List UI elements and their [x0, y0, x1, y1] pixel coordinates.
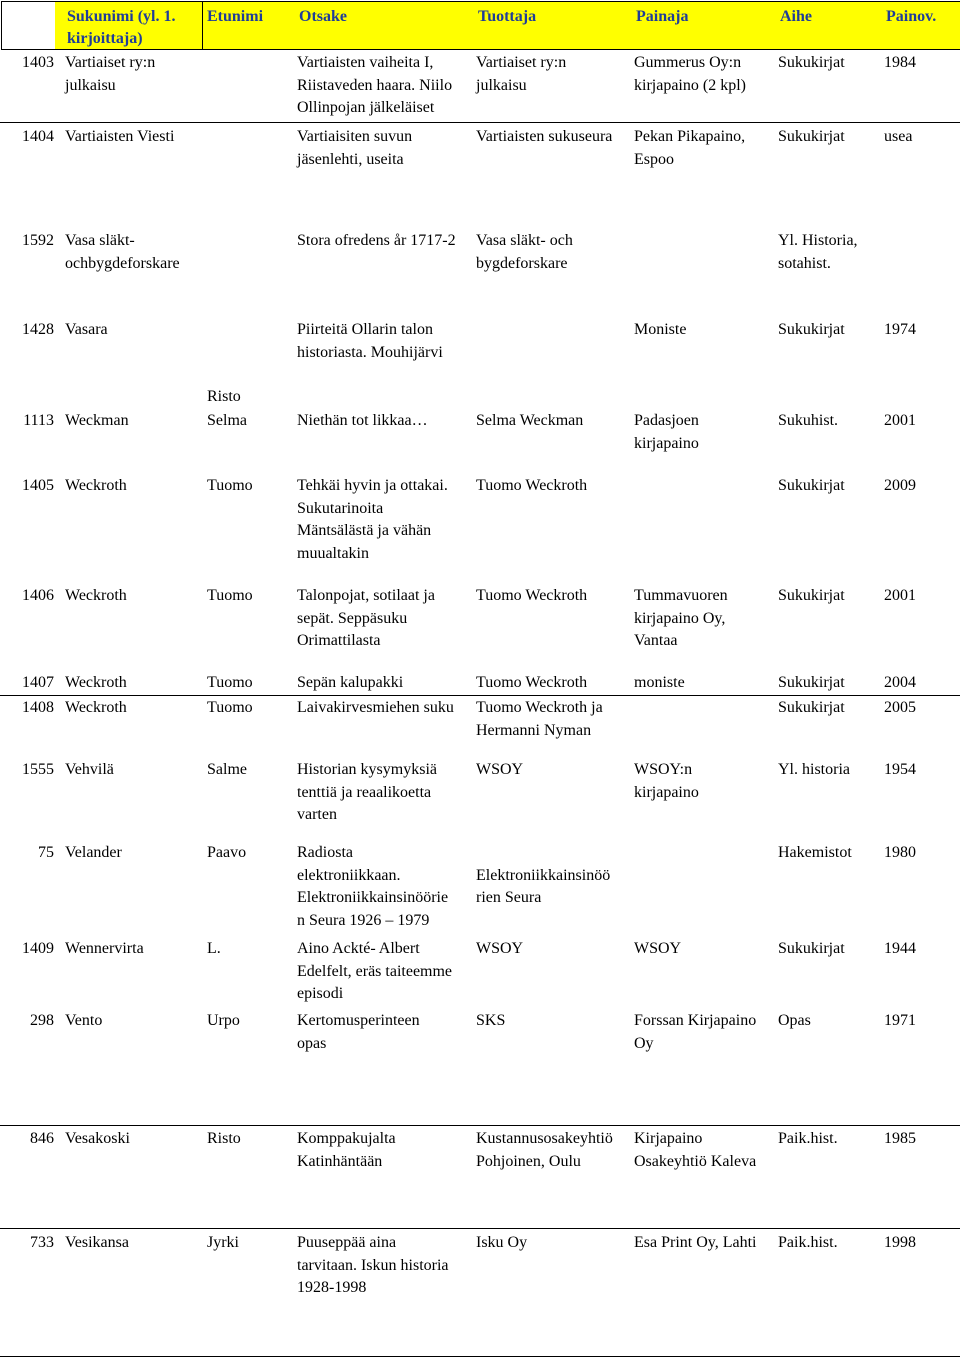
printer-cell — [634, 126, 745, 171]
printer-cell: WSOY — [634, 940, 682, 957]
subject-cell: Opas — [778, 1012, 811, 1029]
producer-line: Pohjoinen, Oulu — [476, 1152, 581, 1170]
producer-line: Elektroniikkainsinöö — [476, 866, 611, 884]
producer-line: rien Seura — [476, 889, 542, 907]
surname-cell: Vesikansa — [65, 1234, 129, 1251]
title-line: Vartiaisten vaiheita I, — [297, 54, 434, 71]
surname-cell: Weckroth — [65, 477, 127, 494]
header-surname-line2: kirjoittaja) — [67, 30, 143, 47]
title-cell — [297, 126, 412, 171]
printer-line: Espoo — [634, 150, 674, 168]
title-cell — [297, 938, 452, 1006]
year-cell: 2001 — [884, 587, 916, 604]
firstname-cell: Urpo — [207, 1012, 240, 1029]
producer-line: Hermanni Nyman — [476, 721, 592, 739]
header-subject-label: Aihe — [780, 8, 812, 25]
header-year-label: Painov. — [886, 8, 937, 25]
firstname-cell: L. — [207, 940, 221, 957]
row-id: 1403 — [22, 54, 54, 71]
surname-cell: Vehvilä — [65, 761, 114, 778]
header-firstname-label: Etunimi — [207, 8, 264, 25]
row-divider — [0, 695, 960, 696]
surname-cell — [65, 52, 155, 97]
firstname-cell: Paavo — [207, 844, 247, 861]
row-id: 846 — [30, 1130, 54, 1147]
producer-cell: SKS — [476, 1012, 506, 1029]
surname-cell — [65, 230, 180, 275]
year-cell: 1984 — [884, 54, 916, 71]
year-cell: 1998 — [884, 1234, 916, 1251]
title-cell: Sepän kalupakki — [297, 674, 404, 691]
title-cell — [297, 585, 435, 653]
row-id: 1428 — [22, 321, 54, 338]
producer-cell: WSOY — [476, 940, 524, 957]
firstname-cell: Tuomo — [207, 477, 253, 494]
subject-cell: Paik.hist. — [778, 1234, 838, 1251]
subject-cell: Yl. historia — [778, 761, 850, 778]
surname-line: Vartiaiset ry:n — [65, 54, 156, 71]
surname-cell: Vento — [65, 1012, 103, 1029]
subject-cell: Paik.hist. — [778, 1130, 838, 1147]
title-cell — [297, 1010, 420, 1055]
producer-cell: Tuomo Weckroth — [476, 477, 588, 494]
surname-cell: Velander — [65, 844, 122, 861]
header-title — [299, 2, 347, 49]
year-cell: 2001 — [884, 412, 916, 429]
surname-line: Vasa släkt- — [65, 232, 135, 249]
title-line: episodi — [297, 985, 344, 1003]
firstname-cell: Tuomo — [207, 699, 253, 716]
producer-line: julkaisu — [476, 76, 527, 94]
title-line: Kertomusperinteen — [297, 1012, 420, 1029]
title-line: Radiosta — [297, 844, 353, 861]
subject-cell: Hakemistot — [778, 844, 852, 861]
title-line: Vartiaisiten suvun — [297, 128, 413, 145]
row-divider — [0, 122, 960, 123]
year-cell: 1985 — [884, 1130, 916, 1147]
subject-cell: Sukukirjat — [778, 674, 845, 691]
printer-cell — [634, 1128, 756, 1173]
firstname-cell: Risto — [207, 1130, 241, 1147]
printer-cell — [634, 585, 728, 653]
row-id: 1409 — [22, 940, 54, 957]
title-cell: Laivakirvesmiehen suku — [297, 699, 454, 716]
row-divider — [0, 1228, 960, 1229]
subject-cell: Sukukirjat — [778, 477, 845, 494]
producer-cell — [476, 697, 603, 742]
title-line: Tehkäi hyvin ja ottakai. — [297, 477, 448, 494]
surname-cell: Weckroth — [65, 587, 127, 604]
header-surname-line1: Sukunimi (yl. 1. — [67, 8, 176, 25]
title-line: Ollinpojan jälkeläiset — [297, 99, 435, 117]
row-id: 298 — [30, 1012, 54, 1029]
header-printer — [636, 2, 688, 49]
producer-cell — [476, 1128, 613, 1173]
row-id: 75 — [38, 844, 54, 861]
producer-line: Vasa släkt- och — [476, 232, 573, 249]
year-cell: 1954 — [884, 761, 916, 778]
header-year — [886, 2, 936, 49]
title-cell — [297, 1128, 396, 1173]
row-id: 1406 — [22, 587, 54, 604]
year-cell: 1980 — [884, 844, 916, 861]
row-id: 1407 — [22, 674, 54, 691]
subject-line: sotahist. — [778, 254, 831, 272]
printer-line: kirjapaino — [634, 783, 699, 801]
title-line: elektroniikkaan. — [297, 866, 401, 884]
header-producer-label: Tuottaja — [478, 8, 537, 25]
subject-cell: Sukuhist. — [778, 412, 839, 429]
header-surname — [55, 2, 202, 49]
printer-cell — [634, 52, 746, 97]
printer-line: Padasjoen — [634, 412, 699, 429]
firstname-cell: Selma — [207, 412, 247, 429]
surname-line: ochbygdeforskare — [65, 254, 180, 272]
year-cell: 2005 — [884, 699, 916, 716]
year-cell: 1974 — [884, 321, 916, 338]
header-title-label: Otsake — [299, 8, 347, 25]
producer-line: Kustannusosakeyhtiö — [476, 1130, 613, 1147]
printer-line: Kirjapaino — [634, 1130, 703, 1147]
title-cell — [297, 842, 448, 932]
producer-cell: WSOY — [476, 761, 524, 778]
header-subject — [780, 2, 812, 49]
title-cell — [297, 475, 448, 565]
surname-cell: Weckman — [65, 412, 129, 429]
subject-cell: Sukukirjat — [778, 54, 845, 71]
producer-cell: Isku Oy — [476, 1234, 528, 1251]
printer-cell — [634, 410, 699, 455]
producer-cell: Vartiaisten sukuseura — [476, 128, 613, 145]
surname-cell: Vartiaisten Viesti — [65, 128, 175, 145]
printer-line: Oy — [634, 1034, 654, 1052]
surname-line: julkaisu — [65, 76, 116, 94]
producer-cell: Selma Weckman — [476, 412, 584, 429]
title-line: tarvitaan. Iskun historia — [297, 1256, 449, 1274]
title-line: Riistaveden haara. Niilo — [297, 76, 453, 94]
producer-cell — [476, 230, 573, 275]
producer-line: bygdeforskare — [476, 254, 568, 272]
title-line: varten — [297, 806, 337, 824]
header-producer — [478, 2, 536, 49]
title-line: muualtakin — [297, 544, 369, 562]
title-line: Katinhäntään — [297, 1152, 383, 1170]
printer-line: WSOY:n — [634, 761, 693, 778]
row-id: 1113 — [23, 412, 54, 429]
subject-cell — [778, 230, 858, 275]
title-line: Komppakujalta — [297, 1130, 396, 1147]
row-id: 1408 — [22, 699, 54, 716]
producer-cell: Tuomo Weckroth — [476, 587, 588, 604]
printer-cell: Moniste — [634, 321, 687, 338]
title-line: Orimattilasta — [297, 632, 381, 650]
printer-line: Vantaa — [634, 632, 678, 650]
printer-cell — [634, 759, 699, 804]
firstname-cell: Tuomo — [207, 587, 253, 604]
printer-line: kirjapaino Oy, — [634, 609, 726, 627]
year-cell: 1971 — [884, 1012, 916, 1029]
surname-cell: Vasara — [65, 321, 108, 338]
printer-line: Tummavuoren — [634, 587, 728, 604]
printer-line: kirjapaino — [634, 434, 699, 452]
printer-line: Forssan Kirjapaino — [634, 1012, 757, 1029]
title-cell — [297, 319, 443, 364]
firstname-cell: Tuomo — [207, 674, 253, 691]
title-line: historiasta. Mouhijärvi — [297, 343, 443, 361]
producer-line — [476, 842, 610, 865]
subject-cell: Sukukirjat — [778, 940, 845, 957]
surname-cell: Vesakoski — [65, 1130, 130, 1147]
surname-cell: Weckroth — [65, 699, 127, 716]
producer-cell — [476, 52, 566, 97]
title-line: 1928-1998 — [297, 1279, 367, 1297]
surname-cell: Weckroth — [65, 674, 127, 691]
subject-cell: Sukukirjat — [778, 587, 845, 604]
row-id: 1592 — [22, 232, 54, 249]
producer-line: Vartiaiset ry:n — [476, 54, 567, 71]
title-line: jäsenlehti, useita — [297, 150, 404, 168]
producer-cell: Tuomo Weckroth — [476, 674, 588, 691]
row-divider — [0, 1356, 960, 1357]
producer-cell — [476, 842, 610, 910]
title-line: Historian kysymyksiä — [297, 761, 437, 778]
producer-line: Tuomo Weckroth ja — [476, 699, 603, 716]
header-printer-label: Painaja — [636, 8, 689, 25]
row-id: 1405 — [22, 477, 54, 494]
printer-cell — [634, 1010, 756, 1055]
title-line: tenttiä ja reaalikoetta — [297, 783, 432, 801]
title-cell — [297, 1232, 449, 1300]
title-cell: Niethän tot likkaa… — [297, 412, 428, 429]
firstname-cell: Salme — [207, 761, 247, 778]
surname-cell: Wennervirta — [65, 940, 144, 957]
title-line: n Seura 1926 – 1979 — [297, 911, 430, 929]
row-id: 733 — [30, 1234, 54, 1251]
year-cell: usea — [884, 128, 913, 145]
title-line: Piirteitä Ollarin talon — [297, 321, 433, 338]
printer-line: Pekan Pikapaino, — [634, 128, 746, 145]
year-cell: 2004 — [884, 674, 916, 691]
title-line: Puuseppää aina — [297, 1234, 397, 1251]
title-line: Talonpojat, sotilaat ja — [297, 587, 435, 604]
title-line: Elektroniikkainsinöörie — [297, 889, 449, 907]
title-cell — [297, 52, 452, 120]
row-id: 1404 — [22, 128, 54, 145]
printer-cell: Esa Print Oy, Lahti — [634, 1234, 757, 1251]
year-cell: 2009 — [884, 477, 916, 494]
subject-cell: Sukukirjat — [778, 128, 845, 145]
title-line: opas — [297, 1034, 327, 1052]
printer-line: Osakeyhtiö Kaleva — [634, 1152, 757, 1170]
year-cell: 1944 — [884, 940, 916, 957]
title-line: sepät. Seppäsuku — [297, 609, 408, 627]
printer-line: Gummerus Oy:n — [634, 54, 742, 71]
subject-cell: Sukukirjat — [778, 321, 845, 338]
printer-cell: moniste — [634, 674, 685, 691]
title-line: Aino Ackté- Albert — [297, 940, 420, 957]
title-line: Mäntsälästä ja vähän — [297, 522, 432, 540]
firstname-cell: Jyrki — [207, 1234, 239, 1251]
row-divider — [0, 1125, 960, 1126]
printer-line: kirjapaino (2 kpl) — [634, 76, 746, 94]
subject-cell: Sukukirjat — [778, 699, 845, 716]
title-line: Sukutarinoita — [297, 499, 384, 517]
title-line: Edelfelt, eräs taiteemme — [297, 962, 453, 980]
subject-line: Yl. Historia, — [778, 232, 858, 249]
row-id: 1555 — [22, 761, 54, 778]
title-cell — [297, 759, 437, 827]
firstname-above: Risto — [207, 388, 241, 405]
title-cell: Stora ofredens år 1717-2 — [297, 232, 456, 249]
table-header — [1, 1, 960, 50]
